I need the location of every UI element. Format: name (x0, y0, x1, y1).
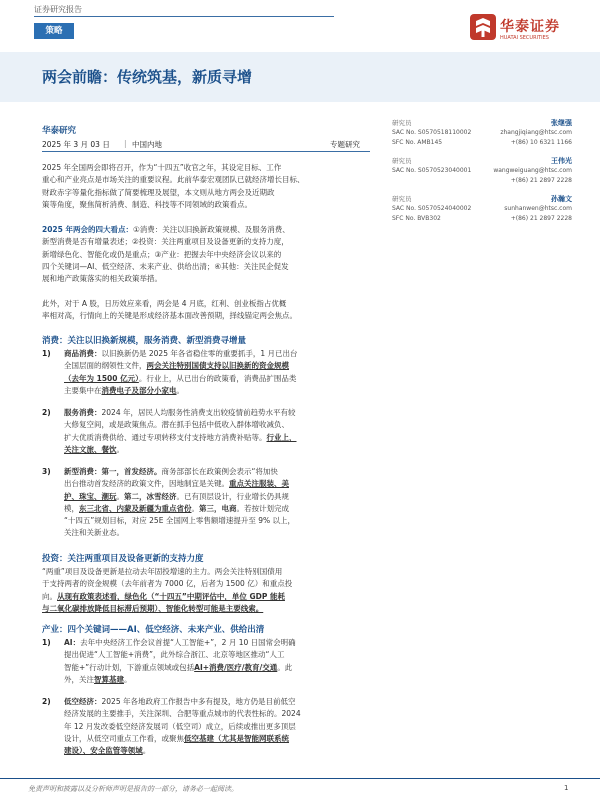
highlights-lead: 2025 年两会的四大看点： (42, 225, 133, 234)
meta-divider (42, 151, 370, 152)
report-type-label: 证券研究报告 (34, 5, 82, 14)
analyst-sac: SAC No. S0570523040001 (392, 167, 472, 174)
list-item-low-altitude: 低空经济：2025 年各地政府工作报告中多有提及，地方仍是目前低空 经济发展的主要推手，关注深圳、合肥等重点城市的代表性标的。2024 年 12 月发改委低空经济发展司（低空司）成立，后续或推出更多顶层 设计，从低空司重点工作看，或聚焦低空基建（尤其是智能网联系统 建设）、安全监管等领域。 (64, 697, 301, 756)
footer-disclaimer: 免责声明和披露以及分析师声明是报告的一部分，请务必一起阅读。 (28, 785, 238, 793)
list-item-new-consumption: 新型消费：第一，首发经济。商务部部长在政策例会表示“将加快 出台推动首发经济的政策文件，因地制宜是关键。重点关注服装、美 护、珠宝、潮玩。第二，冰雪经济。已有顶层设计，行业增长仍具规 模，东三北省、内蒙及新疆为重点省份。第三，电商。若按计划完成 “十四五”规划目标，对应 25E 全国网上零售额增速提升至 9% 以上， 关注和关新业态。 (64, 467, 295, 538)
analyst-email[interactable]: wangweiguang@htsc.com (493, 167, 572, 174)
report-region: 中国内地 (132, 140, 162, 149)
analyst-email[interactable]: zhangjiqiang@htsc.com (500, 129, 572, 136)
consumption-heading: 消费：关注以旧换新规模，服务消费、新型消费寻增量 (42, 336, 247, 346)
analyst-phone: +(86) 10 6321 1166 (510, 139, 572, 146)
investment-heading: 投资：关注两重项目及设备更新的支持力度 (42, 554, 204, 564)
list-number: 3) (42, 467, 51, 476)
analyst-sac: SAC No. S0570524040002 (392, 205, 472, 212)
org-name: 华泰研究 (42, 126, 77, 136)
list-number: 1) (42, 638, 51, 647)
footer-divider (0, 778, 600, 779)
analyst-name: 孙瀚文 (551, 195, 572, 203)
analyst-sac: SAC No. S0570518110002 (392, 129, 472, 136)
analyst-sfc: SFC No. AMB145 (392, 139, 443, 146)
industry-heading: 产业：四个关键词——AI、低空经济、未来产业、供给出清 (42, 625, 265, 635)
four-highlights-paragraph: 2025 年两会的四大看点：①消费：关注以旧换新政策规模、及服务消费、 新型消费是否有增量表述；②投资：关注两重项目及设备更新的支持力度， 新增绿色化、智能化或仍是重点；③产业：把握去年中央经济会议以来的 四个关键词—AI、低空经济、未来产业、供给出清；④其他：关注民企促发 展和地产政策落实的相关政策举措。 (42, 225, 290, 284)
report-title: 两会前瞻：传统筑基，新质寻增 (42, 68, 253, 86)
analyst-email[interactable]: sunhanwen@htsc.com (504, 205, 572, 212)
logo-mark-icon (470, 14, 496, 40)
top-divider (34, 16, 334, 17)
analyst-role: 研究员 (392, 119, 412, 127)
logo-text-en: HUATAI SECURITIES (500, 35, 549, 41)
list-item-goods-consumption: 商品消费：以旧换新仍是 2025 年各省稳住零的重要抓手，1 月已出台 全国层面的纲领性文件，两会关注特别国债支持以旧换新的资金规模 （去年为 1500 亿元）。行业上，从已出台的政策看，消费品扩围品类 主要集中在消费电子及部分小家电。 (64, 349, 298, 395)
intro-paragraph: 2025 年全国两会即将召开，作为“十四五”收官之年，其设定目标、工作 重心和产业亮点是市场关注的重要议程。此前华泰宏观团队已就经济增长目标、 财政赤字等量化指标做了简要梳理及展望，本文则从地方两会及近期政 策等角度，聚焦简析消费、制造、科技等不同领域的政策看点。 (42, 163, 305, 209)
logo-text-cn: 华泰证券 (500, 19, 560, 35)
list-number: 2) (42, 697, 51, 706)
analyst-phone: +(86) 21 2897 2228 (510, 215, 572, 222)
meta-separator: | (124, 139, 127, 148)
analyst-phone: +(86) 21 2897 2228 (510, 177, 572, 184)
investment-paragraph: “两重”项目及设备更新是拉动去年固投增速的主力。两会关注特别国债用 于支持两者的资金规模（去年前者为 7000 亿，后者为 1500 亿）和重点投 向。从现有政策表述看，绿色化（“十四五”中期评估中，单位 GDP 能耗 与二氧化碳排放降低目标滞后预期）、智能化转型可能是主要线索。 (42, 567, 293, 613)
list-item-ai: AI：去年中央经济工作会议首提“人工智能+”，2 月 10 日国常会明确 提出促进“人工智能+消费”，此外综合浙江、北京等地区推动“人工 智能+”行动计划，下游重点领域或包括AI+消费/医疗/教育/交通。此 外，关注智算基建。 (64, 638, 296, 684)
company-logo (470, 14, 575, 54)
analyst-panel (392, 118, 572, 268)
analyst-name: 张继强 (551, 119, 572, 127)
list-number: 1) (42, 349, 51, 358)
list-item-service-consumption: 服务消费：2024 年，居民人均服务性消费支出较疫情前趋势水平有较 大修复空间，或是政策焦点。潜在抓手包括中低收入群体增收减负、 扩大优质消费供给、通过专项转移支付支持地方消费补贴等。行业上， 关注文旅、餐饮。 (64, 408, 297, 454)
page-number: 1 (564, 784, 569, 792)
ashare-paragraph: 此外，对于 A 股，日历效应来看，两会是 4 月底，红利、创业板指占优概 率相对高，行情向上的关键是形成经济基本面改善预期，择线锚定两会焦点。 (42, 299, 297, 321)
category-tag: 策略 (34, 23, 74, 39)
report-kind: 专题研究 (330, 140, 360, 149)
list-number: 2) (42, 408, 51, 417)
analyst-role: 研究员 (392, 157, 412, 165)
analyst-name: 王伟光 (551, 157, 572, 165)
report-date: 2025 年 3 月 03 日 (42, 140, 110, 149)
analyst-role: 研究员 (392, 195, 412, 203)
analyst-sfc: SFC No. BVB302 (392, 215, 441, 222)
